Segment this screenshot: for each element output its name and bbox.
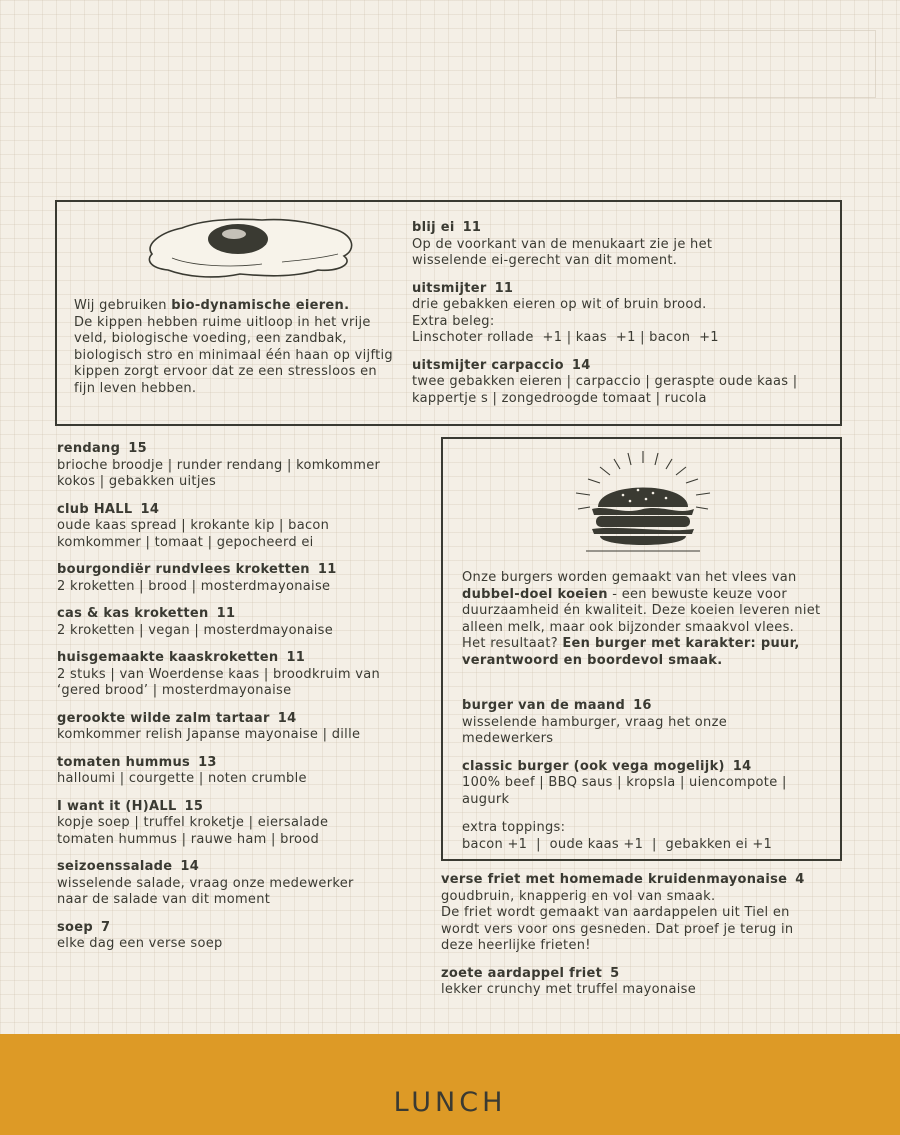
extra-toppings-label: extra toppings:	[462, 820, 566, 835]
menu-item	[57, 859, 432, 909]
menu-item-description: Op de voorkant van de menukaart zie je het	[412, 236, 713, 252]
menu-item-price: 14	[732, 758, 752, 774]
menu-item	[57, 650, 432, 700]
egg-intro	[74, 298, 394, 397]
menu-item-title	[57, 799, 432, 816]
fried-egg-icon	[142, 214, 360, 282]
menu-item-description: augurk	[462, 791, 510, 807]
menu-item-description: komkommer | tomaat | gepocheerd ei	[57, 534, 314, 550]
menu-item-title	[57, 859, 432, 876]
menu-item-description: wordt vers voor ons gesneden. Dat proef je terug in	[441, 921, 794, 937]
menu-item-description: kopje soep | truffel kroketje | eiersalade	[57, 815, 329, 830]
burger-result-bold: Een burger met karakter: puur, verantwoord en boordevol smaak.	[462, 636, 800, 668]
menu-item-title	[57, 562, 432, 579]
menu-item-price: 14	[140, 501, 160, 517]
menu-item-description: goudbruin, knapperig en vol van smaak.	[441, 888, 716, 904]
menu-item	[462, 759, 827, 809]
menu-item-name: zoete aardappel friet	[441, 965, 603, 981]
menu-item-price: 11	[462, 220, 482, 235]
menu-item-title	[412, 358, 837, 375]
menu-item-description: elke dag een verse soep	[57, 936, 223, 951]
menu-item-description: tomaten hummus | rauwe ham | brood	[57, 831, 320, 847]
burger-intro	[462, 570, 827, 669]
menu-item-description: naar de salade van dit moment	[57, 892, 271, 907]
menu-item-title	[57, 606, 432, 623]
fries-menu	[441, 872, 841, 1010]
menu-item-title	[57, 650, 432, 667]
menu-item-name: bourgondiër rundvlees kroketten	[57, 562, 310, 577]
menu-item-description: wisselende ei-gerecht van dit moment.	[412, 253, 678, 268]
menu-item-title	[441, 966, 841, 983]
menu-item	[441, 966, 841, 999]
menu-item-price: 14	[277, 710, 297, 726]
menu-item-name: I want it (H)ALL	[57, 798, 177, 814]
menu-item-description: oude kaas spread | krokante kip | bacon	[57, 518, 330, 533]
menu-item	[441, 872, 841, 955]
menu-item-description: Extra beleg:	[412, 313, 495, 329]
burger-intro-text: - een bewuste keuze voor duurzaamheid én kwaliteit. Deze koeien leveren niet alleen melk, maar ook bijzonder smaakvol vlees.	[462, 586, 821, 635]
menu-item-title	[57, 711, 432, 728]
menu-item-title	[441, 872, 841, 889]
menu-item-description: wisselende hamburger, vraag het onze	[462, 714, 727, 730]
menu-item-name: blij ei	[412, 220, 455, 235]
menu-item-name: uitsmijter carpaccio	[412, 357, 564, 373]
menu-item-title	[57, 755, 432, 772]
menu-item-name: uitsmijter	[412, 280, 487, 296]
menu-item-description: komkommer relish Japanse mayonaise | dille	[57, 727, 361, 742]
menu-item-title	[57, 502, 432, 519]
egg-items	[412, 220, 837, 418]
menu-item	[57, 441, 432, 491]
burger-intro-bold: dubbel-doel koeien	[462, 586, 608, 602]
menu-item-name: classic burger (ook vega mogelijk)	[462, 758, 725, 774]
left-menu	[57, 441, 432, 964]
menu-item-name: tomaten hummus	[57, 754, 191, 770]
burger-intro-line: Onze burgers worden gemaakt van het vlees van	[462, 570, 797, 585]
menu-item-description: twee gebakken eieren | carpaccio | geraspte oude kaas |	[412, 374, 798, 389]
egg-intro-bold: bio-dynamische eieren.	[171, 298, 350, 313]
menu-item-description: lekker crunchy met truffel mayonaise	[441, 982, 696, 997]
burger-items	[462, 698, 827, 819]
menu-item	[57, 755, 432, 788]
burger-section	[441, 437, 842, 861]
menu-item	[57, 711, 432, 744]
menu-item-description: 100% beef | BBQ saus | kropsla | uiencompote |	[462, 775, 787, 790]
menu-item-price: 7	[101, 919, 111, 935]
burger-result-text: Het resultaat?	[462, 636, 563, 651]
menu-item-description: brioche broodje | runder rendang | komkommer	[57, 457, 381, 473]
menu-item	[412, 358, 837, 408]
background-frame	[616, 30, 876, 98]
menu-item-title	[462, 759, 827, 776]
burger-icon	[568, 449, 718, 561]
menu-item-description: kappertje s | zongedroogde tomaat | rucola	[412, 390, 707, 406]
extra-toppings-list: bacon +1 | oude kaas +1 | gebakken ei +1	[462, 836, 773, 852]
menu-item-price: 5	[610, 965, 620, 981]
menu-item-price: 14	[571, 357, 591, 373]
menu-item-description: drie gebakken eieren op wit of bruin brood.	[412, 297, 707, 312]
menu-item-price: 4	[795, 872, 805, 887]
menu-item-price: 11	[317, 562, 337, 577]
menu-item-name: burger van de maand	[462, 698, 626, 713]
menu-item-description: 2 stuks | van Woerdense kaas | broodkruim van	[57, 666, 381, 682]
menu-item-title	[412, 281, 837, 298]
menu-item-name: huisgemaakte kaaskroketten	[57, 650, 279, 665]
menu-item-description: De friet wordt gemaakt van aardappelen uit Tiel en	[441, 905, 790, 920]
menu-item-description: halloumi | courgette | noten crumble	[57, 771, 307, 786]
menu-item	[462, 698, 827, 748]
menu-item-price: 15	[184, 798, 204, 814]
menu-item	[57, 502, 432, 552]
extra-toppings	[462, 820, 827, 853]
menu-item-price: 11	[216, 606, 236, 621]
menu-item-name: gerookte wilde zalm tartaar	[57, 710, 270, 726]
menu-item-description: wisselende salade, vraag onze medewerker	[57, 875, 354, 891]
menu-item	[412, 281, 837, 347]
menu-item-description: Linschoter rollade +1 | kaas +1 | bacon +1	[412, 330, 719, 345]
menu-item-title	[412, 220, 837, 237]
menu-item-description: kokos | gebakken uitjes	[57, 474, 217, 489]
menu-item-description: 2 kroketten | vegan | mosterdmayonaise	[57, 622, 333, 638]
egg-intro-text: Wij gebruiken	[74, 298, 172, 313]
menu-item-description: medewerkers	[462, 731, 554, 746]
menu-item-description: 2 kroketten | brood | mosterdmayonaise	[57, 578, 331, 594]
egg-intro-rest: De kippen hebben ruime uitloop in het vrije veld, biologische voeding, een zandbak, biologisch stro en minimaal één haan op vijftig kippen zorgt ervoor dat ze een stressloos en fijn leven hebben.	[74, 314, 393, 396]
menu-item-price: 16	[633, 698, 652, 713]
menu-item-title	[57, 920, 432, 937]
menu-item-title	[462, 698, 827, 715]
menu-item-title	[57, 441, 432, 458]
menu-item-price: 15	[128, 441, 147, 456]
menu-item-description: ‘gered brood’ | mosterdmayonaise	[57, 683, 292, 698]
egg-section	[55, 200, 842, 426]
menu-item-name: seizoenssalade	[57, 859, 173, 874]
menu-item-name: verse friet met homemade kruidenmayonaise	[441, 872, 788, 887]
menu-item-price: 11	[286, 650, 306, 665]
footer-bar	[0, 1034, 900, 1135]
footer-title: LUNCH	[393, 1087, 507, 1118]
menu-item-name: rendang	[57, 441, 121, 456]
menu-item-price: 13	[198, 754, 217, 770]
menu-item-price: 11	[494, 280, 514, 296]
menu-item-name: soep	[57, 919, 93, 935]
menu-item-name: club HALL	[57, 501, 133, 517]
menu-item-price: 14	[180, 859, 200, 874]
menu-item	[57, 799, 432, 849]
menu-item-name: cas & kas kroketten	[57, 606, 209, 621]
menu-item	[57, 920, 432, 953]
menu-item	[412, 220, 837, 270]
menu-item	[57, 606, 432, 639]
menu-item-description: deze heerlijke frieten!	[441, 938, 591, 953]
menu-item	[57, 562, 432, 595]
